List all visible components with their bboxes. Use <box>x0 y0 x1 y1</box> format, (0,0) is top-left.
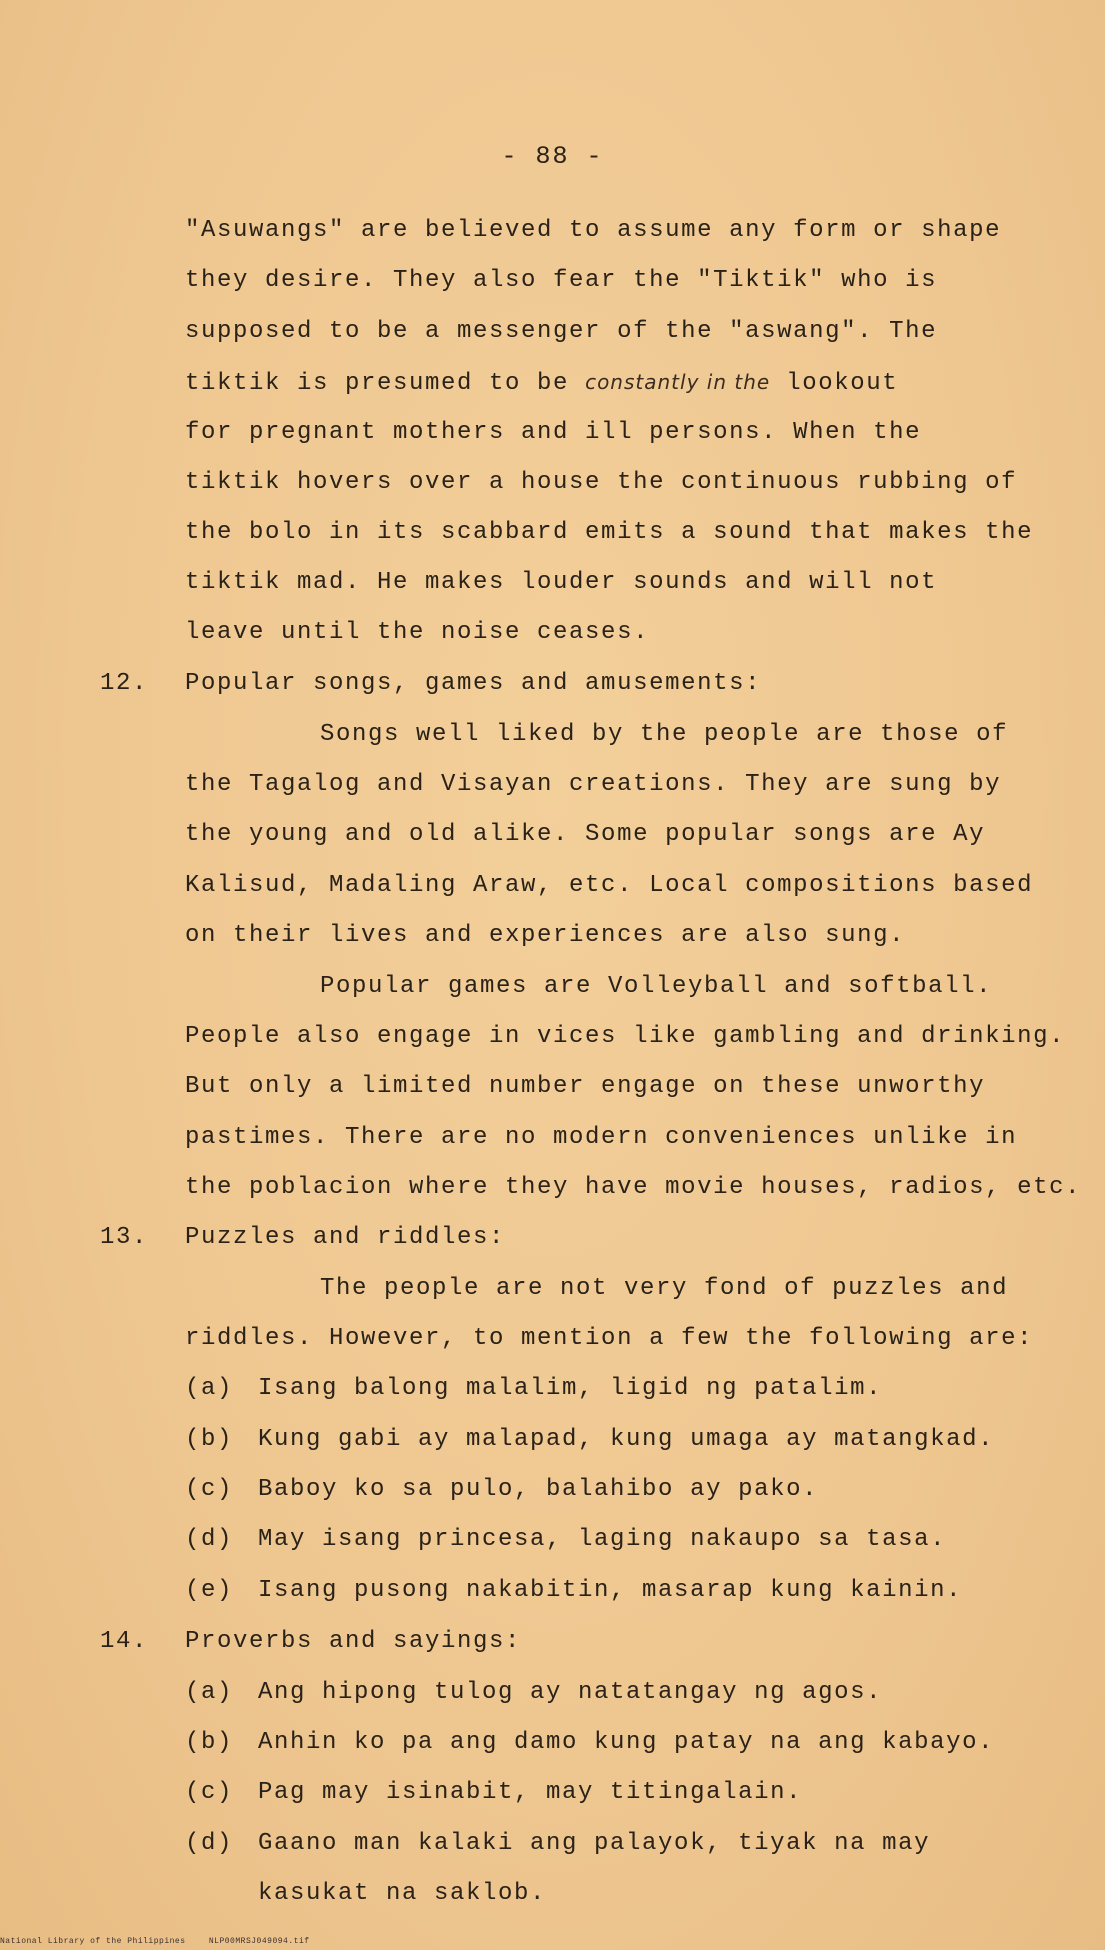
section-number: 14. <box>100 1628 149 1655</box>
text-line: the young and old alike. Some popular songs are Ay <box>185 821 986 848</box>
list-item-label: (c) <box>185 1476 234 1503</box>
section-number: 12. <box>100 670 149 697</box>
list-item: Ang hipong tulog ay natatangay ng agos. <box>258 1679 883 1706</box>
list-item-label: (e) <box>185 1577 234 1604</box>
section-heading: Proverbs and sayings: <box>185 1628 522 1655</box>
text-line: for pregnant mothers and ill persons. When the <box>185 419 922 446</box>
list-item-label: (a) <box>185 1375 234 1402</box>
list-item-label: (b) <box>185 1729 234 1756</box>
list-item: Isang pusong nakabitin, masarap kung kainin. <box>258 1577 963 1604</box>
list-item-continuation: kasukat na saklob. <box>258 1880 547 1907</box>
text-line: The people are not very fond of puzzles and <box>320 1275 1009 1302</box>
handwritten-correction: constantly in the <box>585 370 771 394</box>
list-item: Gaano man kalaki ang palayok, tiyak na may <box>258 1830 931 1857</box>
list-item-label: (d) <box>185 1526 234 1553</box>
text-line: supposed to be a messenger of the "aswang". The <box>185 318 938 345</box>
list-item-label: (b) <box>185 1426 234 1453</box>
section-heading: Puzzles and riddles: <box>185 1224 506 1251</box>
list-item: Baboy ko sa pulo, balahibo ay pako. <box>258 1476 819 1503</box>
section-number: 13. <box>100 1224 149 1251</box>
list-item: Kung gabi ay malapad, kung umaga ay matangkad. <box>258 1426 995 1453</box>
text-line: leave until the noise ceases. <box>185 619 650 646</box>
section-heading: Popular songs, games and amusements: <box>185 670 762 697</box>
list-item: Isang balong malalim, ligid ng patalim. <box>258 1375 883 1402</box>
text-line: Kalisud, Madaling Araw, etc. Local compositions based <box>185 872 1034 899</box>
text-line: Popular games are Volleyball and softball. <box>320 973 993 1000</box>
text-line: riddles. However, to mention a few the following are: <box>185 1325 1034 1352</box>
text-line: the Tagalog and Visayan creations. They are sung by <box>185 771 1002 798</box>
list-item-label: (d) <box>185 1830 234 1857</box>
text-line: the bolo in its scabbard emits a sound that makes the <box>185 519 1034 546</box>
text-line: tiktik hovers over a house the continuous rubbing of <box>185 469 1018 496</box>
text-line: People also engage in vices like gambling and drinking. <box>185 1023 1066 1050</box>
scan-footer <box>0 1937 310 1946</box>
footer-library: National Library of the Philippines <box>0 1937 186 1946</box>
list-item: May isang princesa, laging nakaupo sa tasa. <box>258 1526 947 1553</box>
list-item-label: (c) <box>185 1779 234 1806</box>
footer-filename: NLP00MRSJ049094.tif <box>208 1937 310 1946</box>
text-line: "Asuwangs" are believed to assume any form or shape <box>185 217 1002 244</box>
list-item: Pag may isinabit, may titingalain. <box>258 1779 803 1806</box>
text-line: pastimes. There are no modern conveniences unlike in <box>185 1124 1018 1151</box>
list-item: Anhin ko pa ang damo kung patay na ang kabayo. <box>258 1729 995 1756</box>
page-number: - 88 - <box>501 142 604 171</box>
text-line: on their lives and experiences are also sung. <box>185 922 906 949</box>
typed-text: tiktik is presumed to be <box>185 370 570 397</box>
typed-text: lookout <box>786 370 899 397</box>
text-line: the poblacion where they have movie houses, radios, etc. <box>185 1174 1082 1201</box>
text-line <box>185 367 898 399</box>
list-item-label: (a) <box>185 1679 234 1706</box>
text-line: tiktik mad. He makes louder sounds and will not <box>185 569 938 596</box>
text-line: But only a limited number engage on these unworthy <box>185 1073 986 1100</box>
text-line: Songs well liked by the people are those of <box>320 721 1009 748</box>
text-line: they desire. They also fear the "Tiktik" who is <box>185 267 938 294</box>
